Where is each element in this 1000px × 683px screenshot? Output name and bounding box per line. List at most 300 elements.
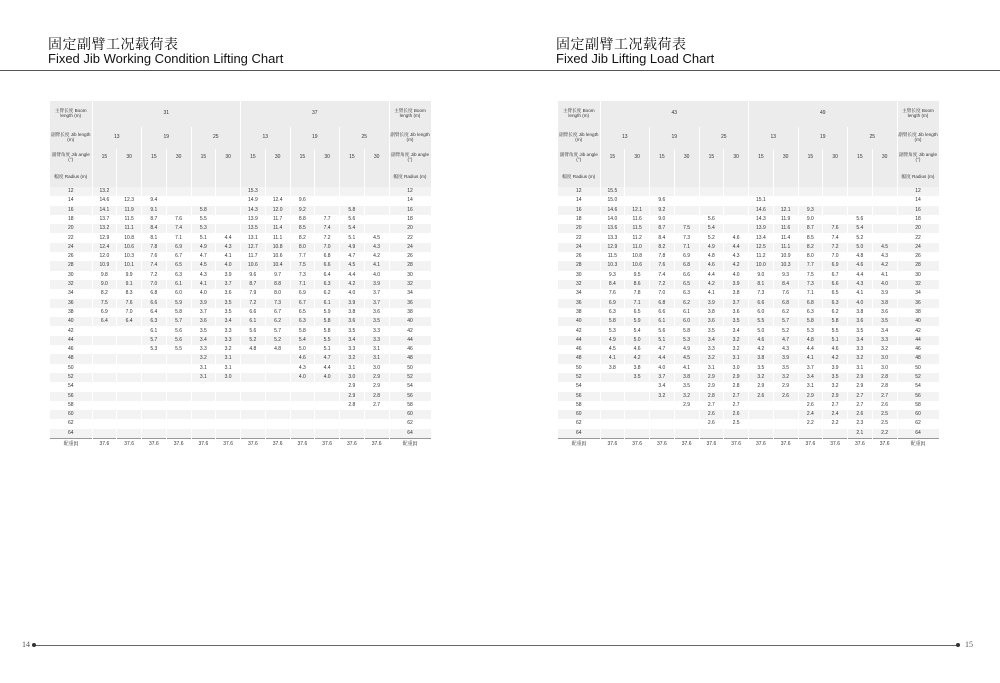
load-cell: 11.5	[600, 252, 625, 261]
load-cell: 5.2	[773, 326, 798, 335]
load-cell: 3.2	[823, 382, 848, 391]
load-cell: 2.6	[872, 401, 897, 410]
radius-value: 62	[897, 419, 939, 428]
load-cell: 8.2	[650, 243, 675, 252]
load-cell: 2.7	[724, 392, 749, 401]
load-cell	[848, 187, 873, 196]
load-cell: 2.8	[699, 392, 724, 401]
load-cell	[191, 392, 216, 401]
load-cell: 4.3	[191, 271, 216, 280]
load-cell: 3.5	[823, 373, 848, 382]
boom-length-label: 主臂长度 Boom length (m)	[389, 101, 431, 127]
load-cell	[216, 215, 241, 224]
load-cell: 11.7	[241, 252, 266, 261]
load-cell: 3.6	[191, 317, 216, 326]
load-cell	[749, 429, 774, 439]
load-cell	[798, 196, 823, 205]
jib-angle-value: 30	[625, 149, 650, 167]
load-cell: 3.9	[872, 289, 897, 298]
load-cell: 3.7	[650, 373, 675, 382]
radius-header-blank	[191, 167, 216, 187]
load-cell: 5.8	[674, 326, 699, 335]
load-cell: 3.1	[191, 364, 216, 373]
radius-value: 40	[50, 317, 92, 326]
load-cell: 15.1	[749, 196, 774, 205]
load-cell: 3.2	[650, 392, 675, 401]
table-row	[558, 317, 939, 326]
radius-value: 48	[50, 354, 92, 363]
load-cell	[166, 392, 191, 401]
radius-label: 幅度 Radius (m)	[558, 167, 600, 187]
load-cell: 12.1	[773, 206, 798, 215]
load-cell: 3.8	[848, 308, 873, 317]
load-cell: 10.0	[749, 261, 774, 270]
radius-value: 16	[897, 206, 939, 215]
load-cell	[117, 187, 142, 196]
load-cell	[191, 187, 216, 196]
load-cell: 11.4	[265, 224, 290, 233]
table-row	[558, 308, 939, 317]
table-row	[558, 215, 939, 224]
load-cell: 7.8	[142, 243, 167, 252]
radius-value: 52	[389, 373, 431, 382]
load-cell: 3.5	[724, 317, 749, 326]
load-cell	[650, 401, 675, 410]
load-cell: 2.9	[699, 382, 724, 391]
footer-rule	[34, 645, 500, 646]
radius-value: 36	[558, 299, 600, 308]
load-cell: 4.1	[848, 289, 873, 298]
radius-value: 20	[389, 224, 431, 233]
load-cell	[92, 336, 117, 345]
load-cell	[216, 392, 241, 401]
radius-value: 44	[389, 336, 431, 345]
load-cell: 9.6	[290, 196, 315, 205]
load-cell: 4.3	[216, 243, 241, 252]
radius-value: 42	[50, 326, 92, 335]
load-cell	[92, 401, 117, 410]
load-cell: 5.9	[315, 308, 340, 317]
load-cell: 4.2	[724, 261, 749, 270]
radius-value: 32	[50, 280, 92, 289]
load-cell: 3.7	[364, 299, 389, 308]
load-cell: 9.7	[265, 271, 290, 280]
load-cell: 5.5	[191, 215, 216, 224]
radius-value: 14	[389, 196, 431, 205]
radius-value: 28	[50, 261, 92, 270]
load-cell	[241, 373, 266, 382]
radius-value: 22	[50, 233, 92, 242]
table-row	[50, 382, 431, 391]
load-cell: 5.0	[625, 336, 650, 345]
load-cell: 3.1	[364, 345, 389, 354]
table-row	[558, 271, 939, 280]
boom-length-value: 37	[241, 101, 390, 127]
load-cell: 5.8	[166, 308, 191, 317]
load-cell: 14.6	[749, 206, 774, 215]
load-cell: 4.9	[191, 243, 216, 252]
load-cell	[773, 429, 798, 439]
jib-angle-value: 30	[216, 149, 241, 167]
load-cell: 6.0	[166, 289, 191, 298]
table-row	[50, 261, 431, 270]
load-cell: 5.6	[340, 215, 365, 224]
load-cell: 2.8	[724, 382, 749, 391]
load-cell: 14.3	[241, 206, 266, 215]
radius-value: 60	[897, 410, 939, 419]
load-cell: 10.6	[117, 243, 142, 252]
load-cell: 8.4	[142, 224, 167, 233]
load-cell	[92, 419, 117, 428]
jib-angle-value: 30	[265, 149, 290, 167]
load-cell: 8.1	[142, 233, 167, 242]
load-cell: 4.6	[699, 261, 724, 270]
table-row	[558, 206, 939, 215]
load-cell: 5.7	[265, 326, 290, 335]
load-cell: 4.8	[241, 345, 266, 354]
jib-length-value: 25	[699, 127, 749, 149]
load-cell	[142, 429, 167, 439]
load-cell: 2.7	[724, 401, 749, 410]
counterweight-value: 37.6	[773, 439, 798, 451]
load-cell	[872, 206, 897, 215]
load-cell: 2.6	[699, 410, 724, 419]
load-cell	[315, 392, 340, 401]
load-cell: 13.2	[92, 187, 117, 196]
load-cell: 7.0	[823, 252, 848, 261]
load-cell: 8.2	[798, 243, 823, 252]
load-cell: 4.5	[600, 345, 625, 354]
load-cell: 6.3	[315, 280, 340, 289]
radius-value: 12	[389, 187, 431, 196]
load-cell: 2.7	[848, 401, 873, 410]
load-cell: 6.9	[823, 261, 848, 270]
radius-value: 32	[897, 280, 939, 289]
load-cell	[117, 336, 142, 345]
jib-length-value: 19	[290, 127, 340, 149]
jib-angle-value: 15	[290, 149, 315, 167]
load-cell	[117, 326, 142, 335]
load-cell: 7.7	[315, 215, 340, 224]
load-cell: 3.0	[724, 364, 749, 373]
load-cell: 7.3	[265, 299, 290, 308]
jib-angle-value: 30	[872, 149, 897, 167]
load-cell: 4.2	[364, 252, 389, 261]
load-cell: 6.3	[674, 289, 699, 298]
load-cell: 8.0	[798, 252, 823, 261]
load-cell	[117, 345, 142, 354]
load-cell	[117, 364, 142, 373]
load-cell: 6.4	[315, 271, 340, 280]
load-cell: 11.1	[117, 224, 142, 233]
load-cell: 5.9	[166, 299, 191, 308]
load-cell: 5.3	[674, 336, 699, 345]
load-cell: 7.2	[241, 299, 266, 308]
radius-value: 12	[558, 187, 600, 196]
jib-length-value: 19	[142, 127, 192, 149]
counterweight-label: 配重(t)	[389, 439, 431, 451]
jib-angle-value: 15	[142, 149, 167, 167]
load-cell: 11.2	[749, 252, 774, 261]
load-cell: 7.0	[142, 280, 167, 289]
load-cell: 9.1	[142, 206, 167, 215]
load-cell	[166, 373, 191, 382]
header-rule	[500, 70, 1000, 71]
load-cell: 5.0	[290, 345, 315, 354]
load-cell: 6.5	[674, 280, 699, 289]
load-cell	[724, 187, 749, 196]
load-cell: 6.8	[142, 289, 167, 298]
load-cell: 4.0	[364, 271, 389, 280]
load-cell	[625, 187, 650, 196]
load-cell	[92, 382, 117, 391]
load-cell	[241, 392, 266, 401]
load-cell: 4.2	[625, 354, 650, 363]
lifting-chart-table	[558, 101, 940, 450]
load-cell: 5.1	[340, 233, 365, 242]
load-cell: 3.2	[724, 345, 749, 354]
load-cell: 4.9	[600, 336, 625, 345]
load-cell: 7.6	[773, 289, 798, 298]
load-cell	[823, 187, 848, 196]
load-cell: 2.6	[848, 410, 873, 419]
load-cell: 3.2	[773, 373, 798, 382]
load-cell: 10.9	[92, 261, 117, 270]
load-cell: 3.8	[625, 364, 650, 373]
load-cell: 3.6	[364, 308, 389, 317]
load-cell: 7.0	[315, 243, 340, 252]
header-row-jib	[558, 127, 939, 149]
load-cell: 2.9	[364, 373, 389, 382]
load-cell	[315, 196, 340, 205]
load-cell: 4.0	[290, 373, 315, 382]
load-cell: 5.1	[823, 336, 848, 345]
load-cell: 6.8	[674, 261, 699, 270]
radius-value: 38	[389, 308, 431, 317]
radius-header-blank	[749, 167, 774, 187]
load-cell	[117, 410, 142, 419]
radius-value: 46	[897, 345, 939, 354]
load-cell	[265, 392, 290, 401]
load-cell	[191, 401, 216, 410]
header-row-jib	[50, 127, 431, 149]
load-cell	[600, 429, 625, 439]
counterweight-value: 37.6	[625, 439, 650, 451]
load-cell: 7.0	[117, 308, 142, 317]
counterweight-label: 配重(t)	[897, 439, 939, 451]
load-cell: 4.3	[364, 243, 389, 252]
load-cell: 11.1	[773, 243, 798, 252]
load-cell	[117, 354, 142, 363]
load-cell: 6.9	[674, 252, 699, 261]
load-cell: 15.5	[600, 187, 625, 196]
radius-value: 26	[389, 252, 431, 261]
radius-header-blank	[241, 167, 266, 187]
jib-angle-value: 15	[340, 149, 365, 167]
load-cell: 8.8	[265, 280, 290, 289]
load-cell: 4.3	[724, 252, 749, 261]
counterweight-value: 37.6	[749, 439, 774, 451]
radius-value: 26	[897, 252, 939, 261]
jib-length-label: 副臂长度 Jib length (m)	[897, 127, 939, 149]
load-cell: 6.3	[600, 308, 625, 317]
load-cell: 9.5	[625, 271, 650, 280]
header-row-boom	[50, 101, 431, 127]
boom-length-value: 43	[600, 101, 749, 127]
load-cell: 10.6	[265, 252, 290, 261]
radius-value: 14	[558, 196, 600, 205]
load-cell: 3.8	[340, 308, 365, 317]
load-cell: 2.6	[699, 419, 724, 428]
load-cell	[625, 419, 650, 428]
load-cell	[290, 401, 315, 410]
load-cell: 6.9	[290, 289, 315, 298]
load-cell: 4.4	[724, 243, 749, 252]
table-row	[558, 410, 939, 419]
radius-value: 62	[389, 419, 431, 428]
jib-angle-value: 30	[364, 149, 389, 167]
load-cell: 8.1	[749, 280, 774, 289]
radius-value: 56	[897, 392, 939, 401]
load-cell: 6.2	[823, 308, 848, 317]
load-cell: 5.7	[773, 317, 798, 326]
load-cell: 8.4	[650, 233, 675, 242]
load-cell	[290, 187, 315, 196]
radius-value: 58	[897, 401, 939, 410]
load-cell: 7.7	[798, 261, 823, 270]
radius-value: 36	[897, 299, 939, 308]
table-row	[50, 345, 431, 354]
load-cell: 5.4	[699, 224, 724, 233]
load-cell: 10.9	[773, 252, 798, 261]
load-cell: 6.5	[823, 289, 848, 298]
load-cell: 3.7	[216, 280, 241, 289]
load-cell: 2.9	[674, 401, 699, 410]
page-number: 15	[965, 640, 973, 649]
load-cell: 2.5	[724, 419, 749, 428]
load-cell: 6.6	[241, 308, 266, 317]
load-cell: 2.7	[823, 401, 848, 410]
load-cell: 2.6	[798, 401, 823, 410]
load-cell: 2.9	[848, 373, 873, 382]
load-cell: 5.2	[241, 336, 266, 345]
radius-value: 46	[389, 345, 431, 354]
load-cell: 3.3	[872, 336, 897, 345]
load-cell: 3.8	[749, 354, 774, 363]
load-cell: 4.4	[315, 364, 340, 373]
load-cell: 3.5	[773, 364, 798, 373]
load-cell	[290, 429, 315, 439]
load-cell: 7.3	[798, 280, 823, 289]
load-cell	[699, 187, 724, 196]
load-cell: 6.8	[798, 299, 823, 308]
table-row	[558, 196, 939, 205]
radius-value: 32	[558, 280, 600, 289]
load-cell: 10.3	[773, 261, 798, 270]
table-row	[558, 373, 939, 382]
table-row	[50, 280, 431, 289]
radius-value: 32	[389, 280, 431, 289]
load-cell: 6.1	[166, 280, 191, 289]
radius-value: 54	[50, 382, 92, 391]
radius-value: 18	[897, 215, 939, 224]
load-cell: 7.6	[117, 299, 142, 308]
load-cell	[166, 196, 191, 205]
load-cell	[216, 419, 241, 428]
load-cell	[92, 410, 117, 419]
radius-header-blank	[92, 167, 117, 187]
load-cell: 9.9	[117, 271, 142, 280]
boom-length-label: 主臂长度 Boom length (m)	[558, 101, 600, 127]
load-cell: 7.5	[290, 261, 315, 270]
radius-value: 64	[897, 429, 939, 439]
radius-value: 22	[558, 233, 600, 242]
table-row	[50, 336, 431, 345]
load-cell: 2.2	[872, 429, 897, 439]
radius-value: 36	[389, 299, 431, 308]
load-cell: 10.3	[600, 261, 625, 270]
load-cell: 8.5	[798, 233, 823, 242]
load-cell: 4.9	[674, 345, 699, 354]
page-title-cn: 固定副臂工况载荷表	[556, 37, 687, 53]
load-cell	[364, 215, 389, 224]
load-cell: 12.7	[241, 243, 266, 252]
load-cell: 6.9	[166, 243, 191, 252]
load-cell: 7.6	[142, 252, 167, 261]
load-cell: 6.1	[650, 317, 675, 326]
load-cell: 10.1	[117, 261, 142, 270]
jib-angle-label: 副臂角度 Jib angle (°)	[50, 149, 92, 167]
table-row	[558, 261, 939, 270]
load-cell	[625, 382, 650, 391]
load-cell	[798, 429, 823, 439]
load-cell: 8.4	[773, 280, 798, 289]
jib-length-value: 19	[650, 127, 700, 149]
load-cell: 3.5	[674, 382, 699, 391]
load-cell: 3.0	[364, 364, 389, 373]
load-cell: 7.5	[92, 299, 117, 308]
header-rule	[0, 70, 500, 71]
jib-angle-value: 15	[699, 149, 724, 167]
load-cell: 11.6	[773, 224, 798, 233]
jib-angle-value: 15	[600, 149, 625, 167]
load-cell: 6.7	[166, 252, 191, 261]
counterweight-value: 37.6	[650, 439, 675, 451]
load-cell: 5.4	[625, 326, 650, 335]
header-row-radius	[50, 167, 431, 187]
radius-header-blank	[650, 167, 675, 187]
load-cell	[142, 364, 167, 373]
load-cell	[674, 410, 699, 419]
load-cell: 6.5	[625, 308, 650, 317]
right-page	[500, 0, 1000, 683]
load-cell: 3.8	[724, 289, 749, 298]
load-cell: 11.9	[773, 215, 798, 224]
load-cell	[166, 410, 191, 419]
load-cell: 3.9	[724, 280, 749, 289]
load-cell: 13.9	[241, 215, 266, 224]
load-cell: 7.8	[625, 289, 650, 298]
table-row	[50, 224, 431, 233]
jib-angle-value: 30	[166, 149, 191, 167]
table-row	[50, 233, 431, 242]
load-cell: 12.9	[600, 243, 625, 252]
table-row	[50, 401, 431, 410]
radius-value: 60	[50, 410, 92, 419]
load-cell: 5.7	[142, 336, 167, 345]
load-cell: 10.6	[625, 261, 650, 270]
load-cell: 3.4	[216, 317, 241, 326]
